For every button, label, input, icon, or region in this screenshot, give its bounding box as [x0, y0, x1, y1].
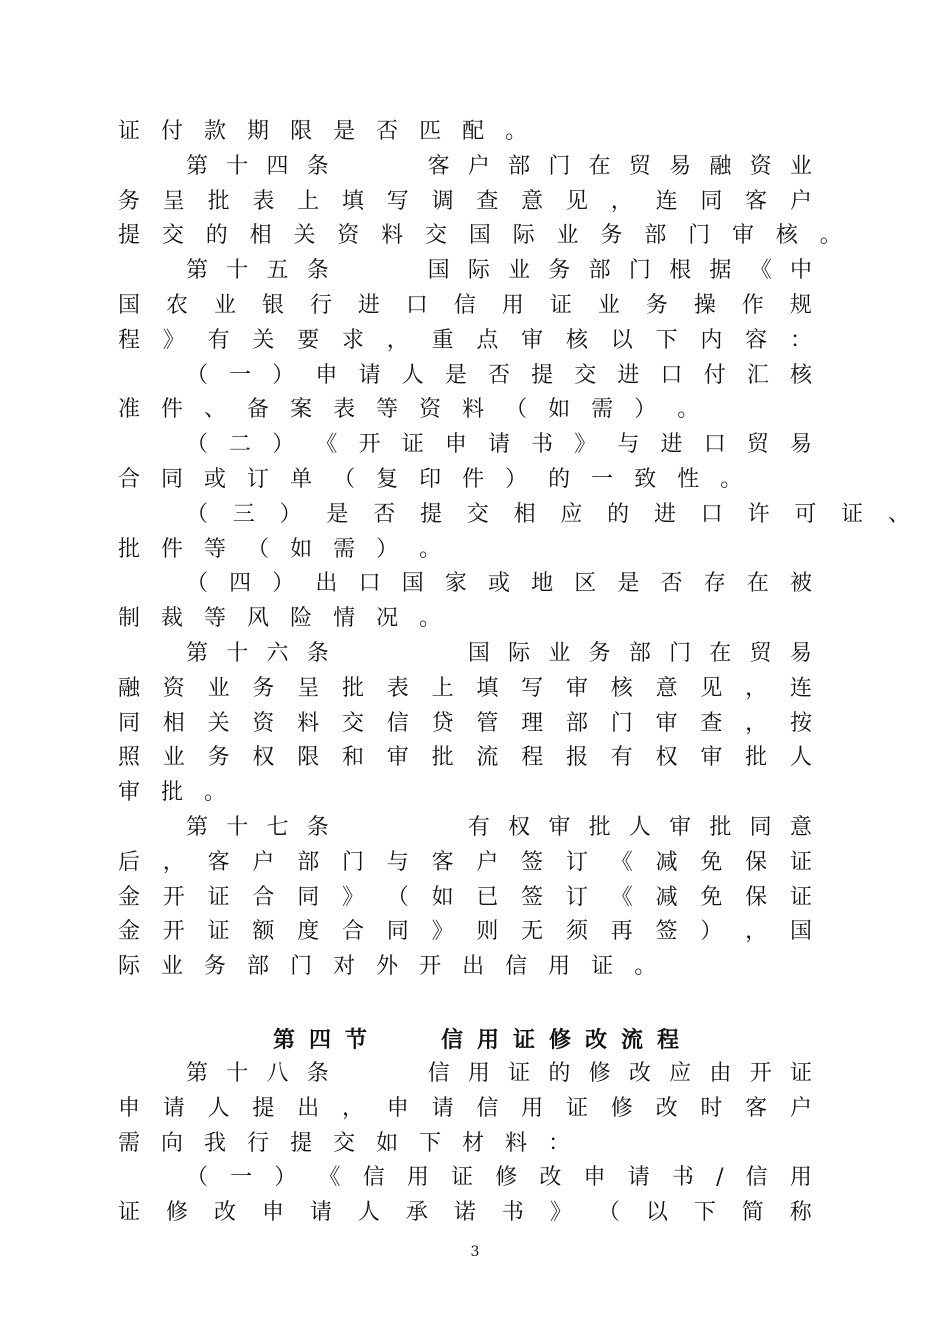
text-line: 合 同 或 订 单 （ 复 印 件 ） 的 一 致 性 。: [118, 467, 743, 492]
text-line: 需 向 我 行 提 交 如 下 材 料 ：: [118, 1130, 571, 1156]
text-line: 程 》 有 关 要 求 ， 重 点 审 核 以 下 内 容 ：: [118, 327, 812, 353]
text-line: 第 十 五 条 国 际 业 务 部 门 根 据 《 中: [186, 258, 812, 284]
text-line: 第 十 四 条 客 户 部 门 在 贸 易 融 资 业: [186, 153, 812, 179]
text-line: （ 一 ） 《 信 用 证 修 改 申 请 书 / 信 用: [186, 1165, 812, 1191]
text-line: 第 十 七 条 有 权 审 批 人 审 批 同 意: [186, 815, 812, 840]
text-line: 申 请 人 提 出 ， 申 请 信 用 证 修 改 时 客 户: [118, 1095, 812, 1121]
text-line: 证 付 款 期 限 是 否 匹 配 。: [118, 119, 528, 144]
page-number: 3: [470, 1244, 480, 1260]
text-line: 同 相 关 资 料 交 信 贷 管 理 部 门 审 查 ， 按: [118, 710, 812, 736]
text-line: 准 件 、 备 案 表 等 资 料 （ 如 需 ） 。: [118, 397, 700, 423]
text-line: （ 四 ） 出 口 国 家 或 地 区 是 否 存 在 被: [186, 571, 812, 597]
text-line: 国 农 业 银 行 进 口 信 用 证 业 务 操 作 规: [118, 293, 812, 318]
text-line: （ 三 ） 是 否 提 交 相 应 的 进 口 许 可 证 、: [186, 501, 910, 527]
text-line: 照 业 务 权 限 和 审 批 流 程 报 有 权 审 批 人: [118, 745, 812, 771]
text-line: 第 十 六 条 国 际 业 务 部 门 在 贸 易: [186, 641, 812, 666]
text-line: 务 呈 批 表 上 填 写 调 查 意 见 ， 连 同 客 户: [118, 188, 812, 214]
text-line: （ 一 ） 申 请 人 是 否 提 交 进 口 付 汇 核: [186, 362, 812, 388]
section-heading: [273, 1024, 708, 1056]
text-line: 金 开 证 合 同 》 （ 如 已 签 订 《 减 免 保 证: [118, 884, 812, 910]
text-line: 提 交 的 相 关 资 料 交 国 际 业 务 部 门 审 核 。: [118, 223, 842, 249]
text-line: 第 十 八 条 信 用 证 的 修 改 应 由 开 证: [186, 1061, 812, 1086]
text-line: 审 批 。: [118, 780, 227, 806]
text-line: 制 裁 等 风 险 情 况 。: [118, 606, 442, 632]
text-line: （ 二 ） 《 开 证 申 请 书 》 与 进 口 贸 易: [186, 432, 812, 458]
text-line: 后 ， 客 户 部 门 与 客 户 签 订 《 减 免 保 证: [118, 849, 812, 875]
text-line: 际 业 务 部 门 对 外 开 出 信 用 证 。: [118, 954, 657, 980]
text-line: 融 资 业 务 呈 批 表 上 填 写 审 核 意 见 ， 连: [118, 675, 812, 701]
text-line: 批 件 等 （ 如 需 ） 。: [118, 536, 442, 562]
text-line: 证 修 改 申 请 人 承 诺 书 》 （ 以 下 简 称: [118, 1200, 812, 1226]
section-title: 信用证修改流程: [441, 1027, 694, 1053]
section-label: 第四节: [273, 1027, 382, 1053]
text-line: 金 开 证 额 度 合 同 》 则 无 须 再 签 ） ， 国: [118, 919, 812, 945]
